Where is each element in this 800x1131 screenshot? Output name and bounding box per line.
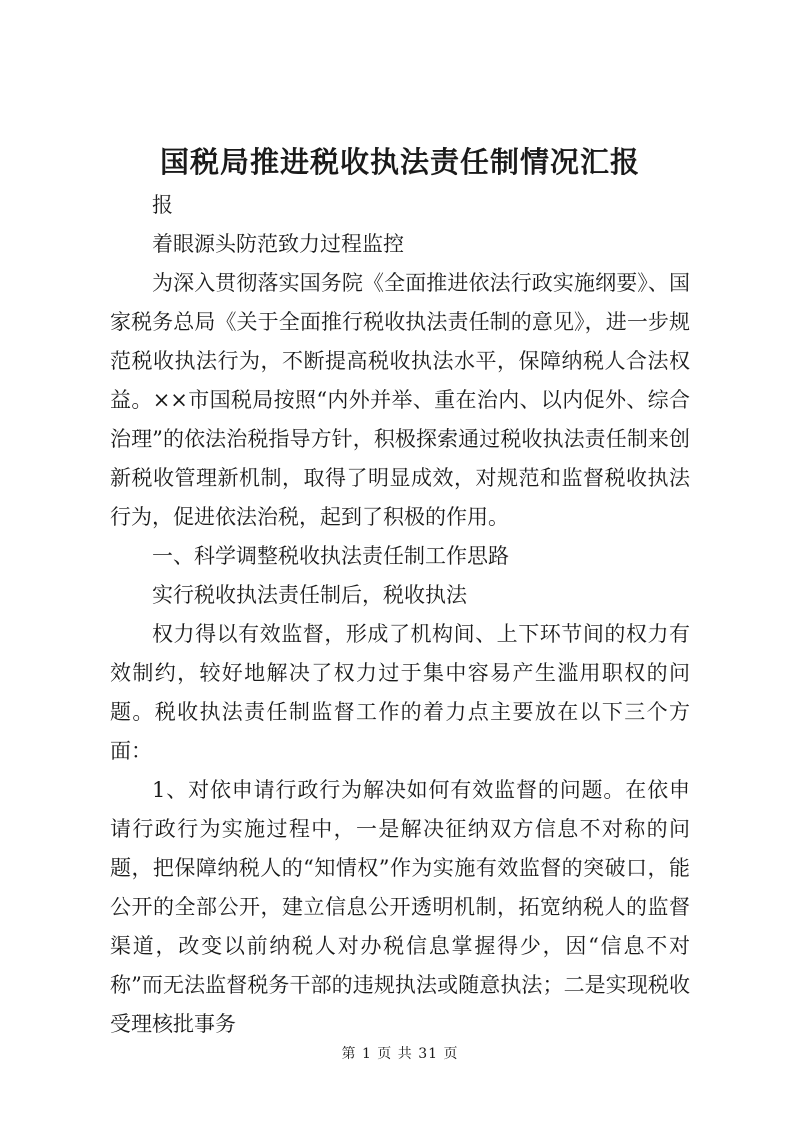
paragraph: 着眼源头防范致力过程监控 <box>152 232 404 256</box>
document-title: 国税局推进税收执法责任制情况汇报 <box>159 145 640 179</box>
section-heading: 一、科学调整税收执法责任制工作思路 <box>152 544 509 568</box>
paragraph: 为深入贯彻落实国务院《全面推进依法行政实施纲要》、国家税务总局《关于全面推行税收执法责任制的意见》，进一步规范税收执法行为，不断提高税收执法水平，保障纳税人合法权益。××市国税局按照“内外并举、重在治内、以内促外、综合治理”的依法治税指导方针，积极探索通过税收执法责任制来创新税收管理新机制，取得了明显成效，对规范和监督税收执法行为，促进依法治税，起到了积极的作用。 <box>110 271 690 529</box>
paragraph: 实行税收执法责任制后，税收执法 <box>152 583 467 607</box>
paragraph: 报 <box>152 193 173 217</box>
paragraph: 1、对依申请行政行为解决如何有效监督的问题。在依申请行政行为实施过程中，一是解决征纳双方信息不对称的问题，把保障纳税人的“知情权”作为实施有效监督的突破口，能公开的全部公开，建立信息公开透明机制，拓宽纳税人的监督渠道，改变以前纳税人对办税信息掌握得少，因“信息不对称”而无法监督税务干部的违规执法或随意执法；二是实现税收受理核批事务 <box>110 778 690 1036</box>
document-body <box>110 186 690 1044</box>
page-footer: 第 1 页 共 31 页 <box>341 1046 459 1062</box>
paragraph: 权力得以有效监督，形成了机构间、上下环节间的权力有效制约，较好地解决了权力过于集中容易产生滥用职权的问题。税收执法责任制监督工作的着力点主要放在以下三个方面： <box>110 622 690 763</box>
